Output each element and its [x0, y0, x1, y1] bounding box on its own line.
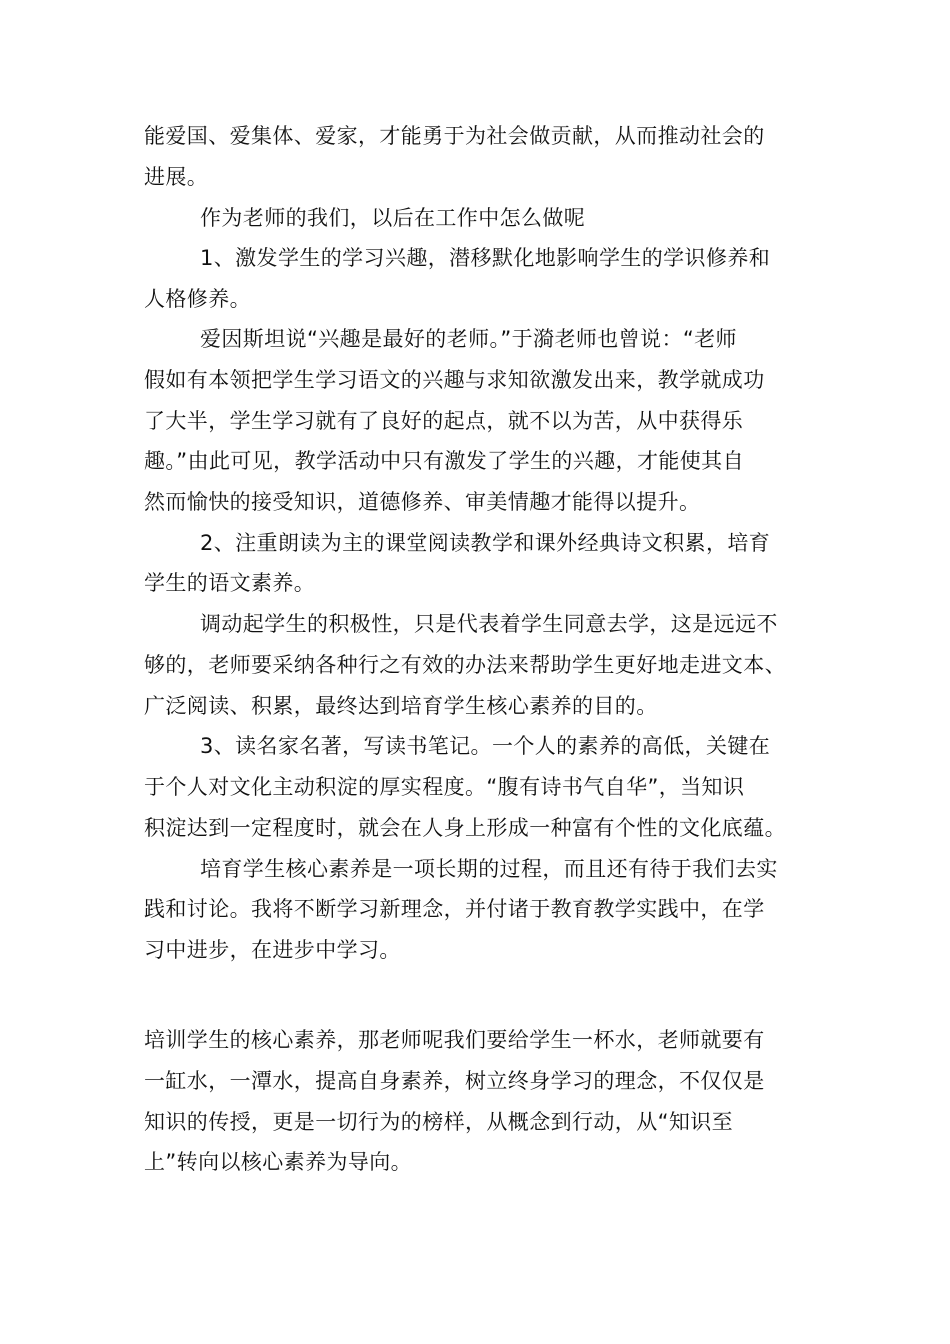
paragraph-line: 2、注重朗读为主的课堂阅读教学和课外经典诗文积累，培育	[200, 531, 771, 555]
paragraph-line: 够的，老师要采纳各种行之有效的办法来帮助学生更好地走进文本、	[144, 653, 786, 677]
paragraph-line: 培育学生核心素养是一项长期的过程，而且还有待于我们去实	[200, 857, 778, 881]
paragraph-line: 知识的传授，更是一切行为的榜样，从概念到行动，从“知识至	[144, 1110, 734, 1134]
paragraph-line: 爱因斯坦说“兴趣是最好的老师。”于漪老师也曾说：“老师	[200, 327, 737, 351]
paragraph-line: 1、激发学生的学习兴趣，潜移默化地影响学生的学识修养和	[200, 246, 771, 270]
paragraph-line: 作为老师的我们，以后在工作中怎么做呢	[200, 206, 586, 230]
paragraph-line: 广泛阅读、积累，最终达到培育学生核心素养的目的。	[144, 694, 658, 718]
paragraph-line: 调动起学生的积极性，只是代表着学生同意去学，这是远远不	[200, 612, 778, 636]
paragraph-line: 3、读名家名著，写读书笔记。一个人的素养的高低，关键在	[200, 734, 771, 758]
paragraph-line: 人格修养。	[144, 287, 251, 311]
paragraph-line: 积淀达到一定程度时，就会在人身上形成一种富有个性的文化底蕴。	[144, 816, 786, 840]
paragraph-line: 一缸水，一潭水，提高自身素养，树立终身学习的理念，不仅仅是	[144, 1069, 765, 1093]
paragraph-line: 培训学生的核心素养，那老师呢我们要给学生一杯水，老师就要有	[144, 1028, 765, 1052]
paragraph-line: 于个人对文化主动积淀的厚实程度。“腹有诗书气自华”，当知识	[144, 775, 745, 799]
paragraph-line: 趣。”由此可见，教学活动中只有激发了学生的兴趣，才能使其自	[144, 449, 744, 473]
paragraph-line: 学生的语文素养。	[144, 571, 316, 595]
paragraph-line: 习中进步，在进步中学习。	[144, 938, 401, 962]
paragraph-line: 进展。	[144, 165, 209, 189]
paragraph-line: 能爱国、爱集体、爱家，才能勇于为社会做贡献，从而推动社会的	[144, 124, 765, 148]
paragraph-line: 然而愉快的接受知识，道德修养、审美情趣才能得以提升。	[144, 490, 701, 514]
paragraph-line: 上”转向以核心素养为导向。	[144, 1150, 413, 1174]
paragraph-line: 假如有本领把学生学习语文的兴趣与求知欲激发出来，教学就成功	[144, 368, 765, 392]
paragraph-line: 践和讨论。我将不断学习新理念，并付诸于教育教学实践中，在学	[144, 897, 765, 921]
paragraph-line: 了大半，学生学习就有了良好的起点，就不以为苦，从中获得乐	[144, 409, 744, 433]
